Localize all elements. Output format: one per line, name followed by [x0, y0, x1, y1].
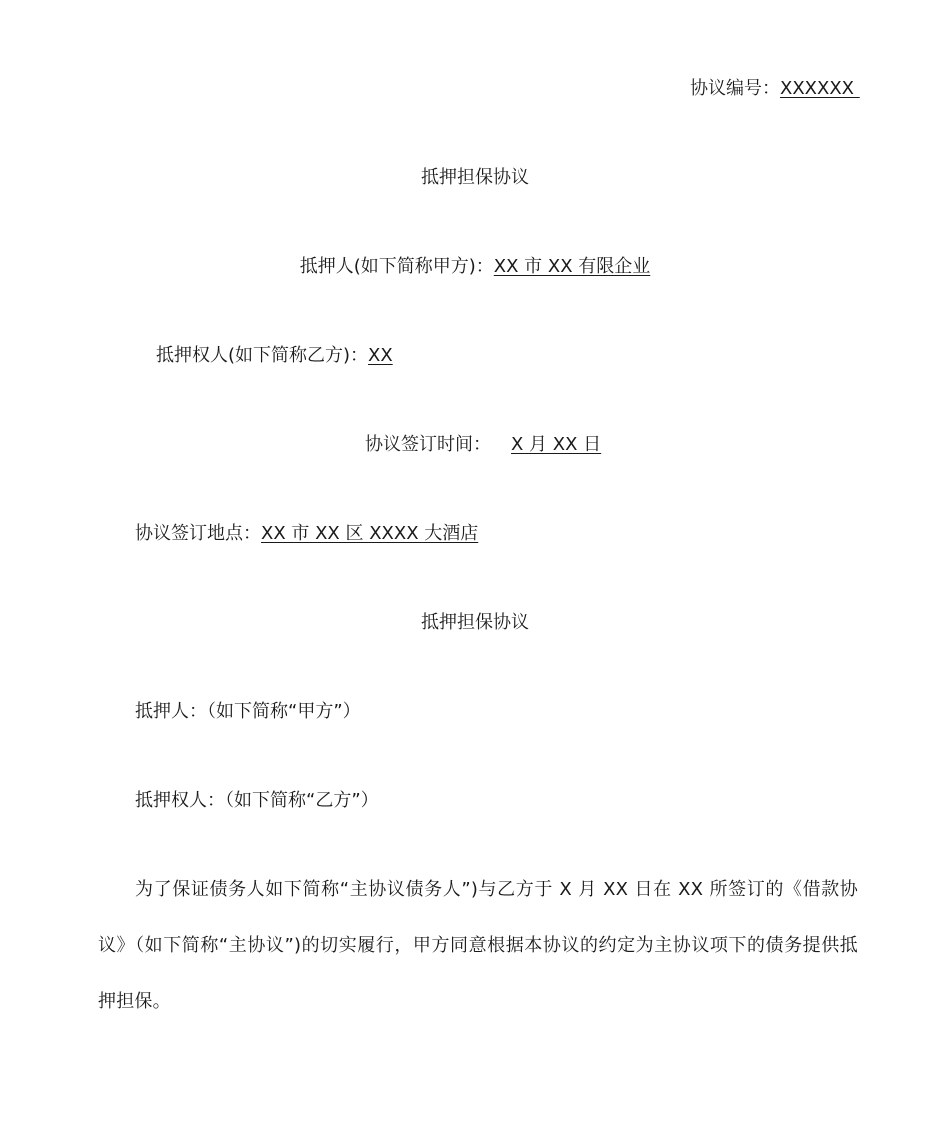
party-a-line: 抵押人：（如下简称“甲方”）	[135, 701, 361, 722]
agreement-number-value: XXXXXX	[780, 78, 860, 99]
mortgagor-line	[0, 255, 950, 279]
agreement-number	[690, 77, 860, 101]
mortgagee-value: XX	[368, 345, 393, 366]
signing-time-label: 协议签订时间：	[365, 434, 491, 455]
party-b-line: 抵押权人：（如下简称“乙方”）	[135, 790, 379, 811]
agreement-number-label: 协议编号：	[690, 78, 780, 99]
document-title: 抵押担保协议	[421, 167, 529, 188]
signing-time-value: X 月 XX 日	[511, 434, 602, 455]
signing-place-value: XX 市 XX 区 XXXX 大酒店	[261, 523, 479, 544]
section-title: 抵押担保协议	[421, 612, 529, 633]
mortgagor-value: XX 市 XX 有限企业	[493, 256, 651, 277]
mortgagee-line	[156, 344, 393, 368]
signing-place-line	[135, 522, 478, 546]
mortgagee-label: 抵押权人(如下简称乙方)：	[156, 345, 369, 366]
mortgagor-label: 抵押人(如下简称甲方)：	[299, 256, 494, 277]
signing-time-line	[365, 433, 601, 457]
body-paragraph: 为了保证债务人如下简称“主协议债务人”)与乙方于 X 月 XX 日在 XX 所签订的《借款协议》（如下简称“主协议”)的切实履行，甲方同意根据本协议的约定为主协议项下的债务提供抵押担保。	[98, 879, 858, 1012]
signing-place-label: 协议签订地点：	[135, 523, 261, 544]
